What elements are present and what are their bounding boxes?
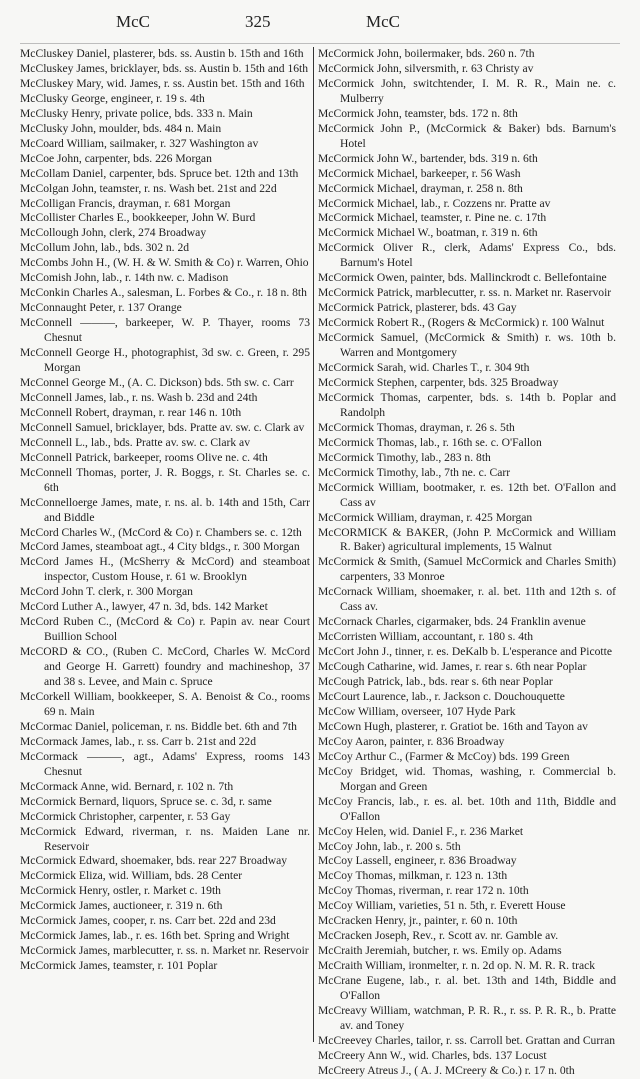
left-guide-word: McC [116, 12, 150, 31]
directory-entry: McCrane Eugene, lab., r. al. bet. 13th and 14th, Biddle and O'Fallon [318, 974, 616, 1003]
directory-entry: McCraith Jeremiah, butcher, r. ws. Emily op. Adams [318, 944, 562, 958]
directory-entry: McCormick William, bootmaker, r. es. 12th bet. O'Fallon and Cass av [318, 480, 616, 509]
directory-entry: McCoy Thomas, milkman, r. 123 n. 13th [318, 869, 508, 883]
directory-entry: McCord Luther A., lawyer, 47 n. 3d, bds. 142 Market [20, 600, 268, 614]
directory-entry: McCormick Michael, teamster, r. Pine ne. c. 17th [318, 211, 547, 225]
directory-entry: McCormack Anne, wid. Bernard, r. 102 n. 7th [20, 779, 234, 793]
page-number: 325 [245, 12, 271, 31]
directory-entry: McConnell George H., photographist, 3d sw. c. Green, r. 295 Morgan [20, 346, 310, 375]
directory-entry: McCormick James, lab., r. es. 16th bet. Spring and Wright [20, 929, 290, 943]
directory-entry: McClusky Henry, private police, bds. 333 n. Main [20, 106, 253, 120]
directory-entry: McCoy Helen, wid. Daniel F., r. 236 Market [318, 824, 524, 838]
directory-entry: McCormick Patrick, marblecutter, r. ss. n. Market nr. Raservoir [318, 286, 612, 300]
directory-entry: McCORD & CO., (Ruben C. McCord, Charles W. McCord and George H. Garrett) foundry and machineshop, 37 and 38 s. Levee, and Main c. Spruce [20, 645, 310, 689]
directory-entry: McCormick John, silversmith, r. 63 Christy av [318, 61, 534, 75]
directory-entry: McConnell L., lab., bds. Pratte av. sw. c. Clark av [20, 435, 251, 449]
directory-entry: McCormick Henry, ostler, r. Market c. 19th [20, 884, 221, 898]
directory-entry: McCreavy William, watchman, P. R. R., r. ss. P. R. R., b. Pratte av. and Toney [318, 1004, 616, 1032]
directory-entry: McCormick Michael W., boatman, r. 319 n. 6th [318, 226, 538, 240]
directory-entry: McConnelloerge James, mate, r. ns. al. b. 14th and 15th, Carr and Biddle [20, 495, 310, 524]
directory-entry: McConnell Samuel, bricklayer, bds. Pratte av. sw. c. Clark av [20, 420, 305, 434]
directory-entry: McCoy Thomas, riverman, r. rear 172 n. 10th [318, 884, 529, 898]
directory-entry: McCoy John, lab., r. 200 s. 5th [318, 839, 461, 853]
directory-entry: McConnell Patrick, barkeeper, rooms Olive ne. c. 4th [20, 450, 268, 464]
directory-entry: McCormac Daniel, policeman, r. ns. Biddle bet. 6th and 7th [20, 719, 297, 733]
directory-entry: McCormick John P., (McCormick & Baker) bds. Barnum's Hotel [318, 121, 616, 150]
directory-entry: McCormick Thomas, carpenter, bds. s. 14th b. Poplar and Randolph [318, 390, 616, 419]
directory-entry: McCormick Sarah, wid. Charles T., r. 304 9th [318, 361, 530, 375]
directory-entry: McCoy Aaron, painter, r. 836 Broadway [318, 734, 505, 748]
directory-entry: McConnell James, lab., r. ns. Wash b. 23d and 24th [20, 390, 258, 404]
directory-entry: McCormick Michael, lab., r. Cozzens nr. Pratte av [318, 196, 551, 210]
directory-entry: McCormick James, auctioneer, r. 319 n. 6th [20, 899, 223, 913]
directory-entry: McCormick Eliza, wid. William, bds. 28 Center [20, 869, 243, 883]
directory-entry: McCormick & Smith, (Samuel McCormick and Charles Smith) carpenters, 33 Monroe [318, 555, 616, 584]
directory-entry: McCreery Atreus J., ( A. J. MCreery & Co.) r. 17 n. 0th [318, 1063, 575, 1077]
directory-entry: McCown Hugh, plasterer, r. Gratiot be. 16th and Tayon av [318, 719, 588, 733]
directory-entry: McCoe John, carpenter, bds. 226 Morgan [20, 151, 212, 165]
directory-entry: McCormack James, lab., r. ss. Carr b. 21st and 22d [20, 734, 257, 748]
directory-entry: McCormick Thomas, drayman, r. 26 s. 5th [318, 420, 515, 434]
directory-entry: McCord John T. clerk, r. 300 Morgan [20, 585, 193, 599]
directory-entry: McCollam Daniel, carpenter, bds. Spruce bet. 12th and 13th [20, 166, 299, 180]
directory-entry: McCormick Edward, shoemaker, bds. rear 227 Broadway [20, 854, 288, 868]
directory-entry: McCormick John, boilermaker, bds. 260 n. 7th [318, 47, 535, 60]
directory-entry: McCormick Christopher, carpenter, r. 53 Gay [20, 809, 231, 823]
directory-entry: McCourt Laurence, lab., r. Jackson c. Douchouquette [318, 689, 565, 703]
right-guide-word: McC [366, 12, 400, 31]
directory-entry: McCormick Owen, painter, bds. Mallinckrodt c. Bellefontaine [318, 271, 607, 285]
directory-entry: McCoy Arthur C., (Farmer & McCoy) bds. 199 Green [318, 749, 570, 763]
directory-entry: McColligan Francis, drayman, r. 681 Morgan [20, 196, 231, 210]
directory-entry: McCollum John, lab., bds. 302 n. 2d [20, 241, 190, 255]
directory-entry: McCormick Timothy, lab., 7th ne. c. Carr [318, 465, 511, 479]
directory-entry: McCormick Oliver R., clerk, Adams' Express Co., bds. Barnum's Hotel [318, 241, 616, 270]
directory-entry: McComish John, lab., r. 14th nw. c. Madison [20, 271, 229, 285]
directory-entry: McCormick Samuel, (McCormick & Smith) r. ws. 10th b. Warren and Montgomery [318, 331, 616, 360]
directory-entry: McCormick Timothy, lab., 283 n. 8th [318, 450, 491, 464]
directory-entry: McCluskey James, bricklayer, bds. ss. Austin b. 15th and 16th [20, 61, 309, 75]
directory-entry: McCollister Charles E., bookkeeper, John W. Burd [20, 211, 256, 225]
directory-entry: McCluskey Mary, wid. James, r. ss. Austin bet. 15th and 16th [20, 76, 305, 90]
directory-entry: McColgan John, teamster, r. ns. Wash bet. 21st and 22d [20, 181, 277, 195]
directory-entry: McCormick Michael, barkeeper, r. 56 Wash [318, 166, 521, 180]
directory-entry: McClusky John, moulder, bds. 484 n. Main [20, 121, 222, 135]
directory-entry: McCormick John, switchtender, I. M. R. R., Main ne. c. Mulberry [318, 76, 616, 105]
directory-entry: McCoy Francis, lab., r. es. al. bet. 10th and 11th, Biddle and O'Fallon [318, 794, 616, 823]
directory-entry: McConnell ———, barkeeper, W. P. Thayer, rooms 73 Chesnut [20, 316, 310, 345]
directory-entry: McClusky George, engineer, r. 19 s. 4th [20, 91, 205, 105]
directory-entry: McCormack ———, agt., Adams' Express, rooms 143 Chesnut [20, 749, 310, 778]
directory-entry: McCormick William, drayman, r. 425 Morgan [318, 510, 533, 524]
directory-entry: McConnaught Peter, r. 137 Orange [20, 301, 182, 315]
directory-entry: McConnell Robert, drayman, r. rear 146 n. 10th [20, 405, 242, 419]
directory-entry: McCORMICK & BAKER, (John P. McCormick and William R. Baker) agricultural implements, 15 Walnut [318, 525, 616, 554]
left-column [20, 47, 310, 974]
directory-entry: McCluskey Daniel, plasterer, bds. ss. Austin b. 15th and 16th [20, 47, 304, 60]
directory-entry: McCow William, overseer, 107 Hyde Park [318, 704, 516, 718]
column-divider [313, 47, 314, 1042]
directory-entry: McCord James H., (McSherry & McCord) and steamboat inspector, Custom House, r. 61 w. Brooklyn [20, 555, 310, 584]
directory-entry: McCormick James, cooper, r. ns. Carr bet. 22d and 23d [20, 914, 276, 928]
directory-entry: McCormick James, marblecutter, r. ss. n. Market nr. Reservoir [20, 944, 309, 958]
directory-entry: McCornack Charles, cigarmaker, bds. 24 Franklin avenue [318, 615, 586, 629]
directory-entry: McCoy William, varieties, 51 n. 5th, r. Everett House [318, 899, 566, 913]
directory-entry: McCollough John, clerk, 274 Broadway [20, 226, 207, 240]
right-column [318, 47, 616, 1079]
directory-entry: McCormick James, teamster, r. 101 Poplar [20, 959, 218, 973]
directory-entry: McCough Catharine, wid. James, r. rear s. 6th near Poplar [318, 660, 587, 674]
directory-entry: McCormick Robert R., (Rogers & McCormick) r. 100 Walnut [318, 316, 605, 330]
directory-entry: McConkin Charles A., salesman, L. Forbes & Co., r. 18 n. 8th [20, 286, 307, 300]
directory-entry: McCoy Bridget, wid. Thomas, washing, r. Commercial b. Morgan and Green [318, 764, 616, 793]
directory-entry: McCoy Lassell, engineer, r. 836 Broadway [318, 854, 517, 868]
directory-entry: McCormick Bernard, liquors, Spruce se. c. 3d, r. same [20, 794, 272, 808]
directory-entry: McCombs John H., (W. H. & W. Smith & Co) r. Warren, Ohio [20, 256, 309, 270]
directory-entry: McCormick Thomas, lab., r. 16th se. c. O'Fallon [318, 435, 542, 449]
directory-entry: McCreevey Charles, tailor, r. ss. Carroll bet. Grattan and Curran [318, 1033, 616, 1047]
directory-entry: McCough Patrick, lab., bds. rear s. 6th near Poplar [318, 675, 553, 689]
directory-entry: McCorkell William, bookkeeper, S. A. Benoist & Co., rooms 69 n. Main [20, 689, 310, 718]
directory-entry: McCreery Ann W., wid. Charles, bds. 137 Locust [318, 1048, 547, 1062]
page-header [0, 12, 640, 38]
directory-entry: McCornack William, shoemaker, r. al. bet. 11th and 12th s. of Cass av. [318, 585, 616, 614]
directory-entry: McConnel George M., (A. C. Dickson) bds. 5th sw. c. Carr [20, 375, 294, 389]
directory-entry: McCord Charles W., (McCord & Co) r. Chambers se. c. 12th [20, 525, 302, 539]
directory-entry: McCord Ruben C., (McCord & Co) r. Papin av. near Court Buillion School [20, 615, 310, 644]
directory-entry: McCorristen William, accountant, r. 180 s. 4th [318, 630, 534, 644]
header-rule [20, 43, 620, 44]
directory-entry: McCraith William, ironmelter, r. n. 2d op. N. M. R. R. track [318, 959, 596, 973]
directory-entry: McCracken Henry, jr., painter, r. 60 n. 10th [318, 914, 518, 928]
directory-entry: McCormick Patrick, plasterer, bds. 43 Gay [318, 301, 517, 315]
directory-entry: McCormick Stephen, carpenter, bds. 325 Broadway [318, 375, 559, 389]
directory-entry: McCormick John, teamster, bds. 172 n. 8th [318, 106, 518, 120]
directory-entry: McCoard William, sailmaker, r. 327 Washington av [20, 136, 259, 150]
directory-entry: McCord James, steamboat agt., 4 City bldgs., r. 300 Morgan [20, 540, 300, 554]
directory-entry: McConnell Thomas, porter, J. R. Boggs, r. St. Charles se. c. 6th [20, 465, 310, 494]
directory-entry: McCormick Michael, drayman, r. 258 n. 8th [318, 181, 523, 195]
directory-entry: McCracken Joseph, Rev., r. Scott av. nr. Gamble av. [318, 929, 559, 943]
directory-entry: McCormick Edward, riverman, r. ns. Maiden Lane nr. Reservoir [20, 824, 310, 853]
directory-entry: McCort John J., tinner, r. es. DeKalb b. L'esperance and Picotte [318, 645, 612, 659]
directory-entry: McCormick John W., bartender, bds. 319 n. 6th [318, 151, 538, 165]
